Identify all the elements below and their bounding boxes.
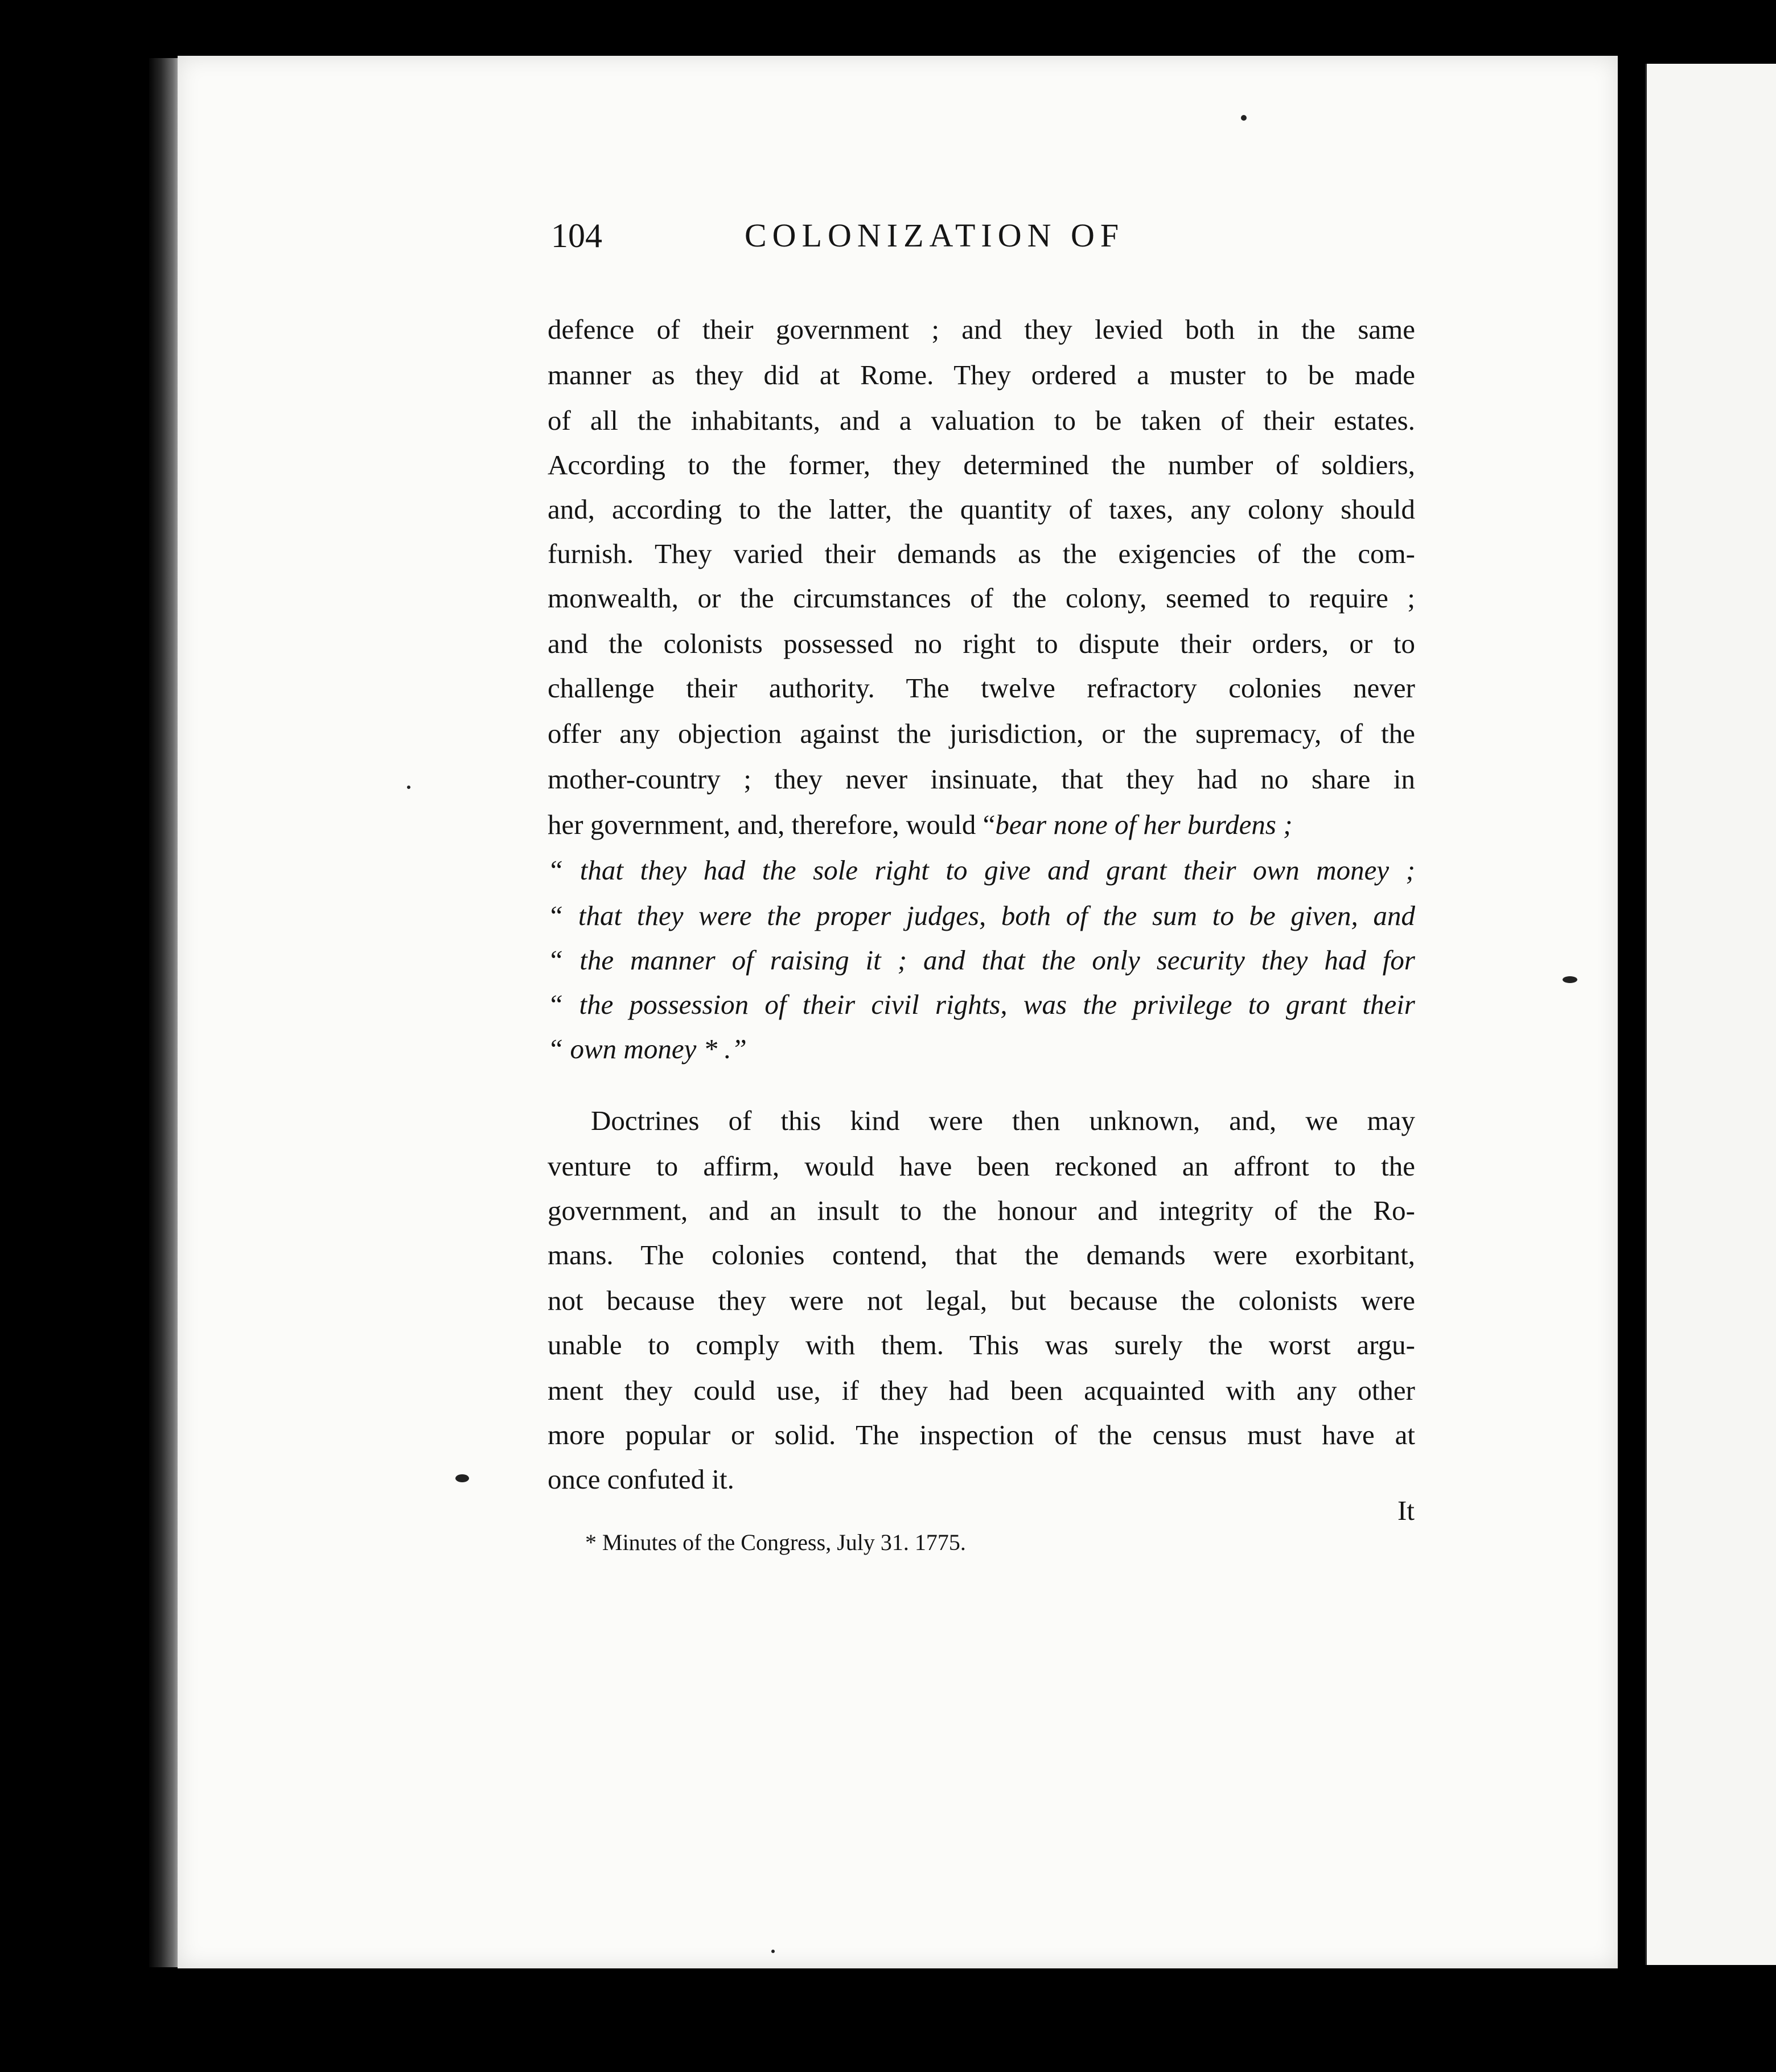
scan-speck <box>1241 115 1247 121</box>
text-line: defence of their government ; and they levied both in the same <box>548 314 1415 345</box>
text-line: and, according to the latter, the quantity of taxes, any colony should <box>548 494 1415 525</box>
text-line: mother-country ; they never insinuate, that they had no share in <box>548 763 1415 795</box>
page-number: 104 <box>551 217 602 254</box>
text-line: of all the inhabitants, and a valuation to be taken of their estates. <box>548 405 1415 436</box>
quote-line <box>548 982 1415 1027</box>
scan-speck <box>771 1950 775 1953</box>
text-line: monwealth, or the circumstances of the colony, seemed to require ; <box>548 582 1415 614</box>
quote-text: “ the manner of raising it ; and that the only security they had for <box>548 944 1415 976</box>
text-line: Doctrines of this kind were then unknown, and, we may <box>591 1105 1415 1136</box>
scan-speck <box>1563 976 1577 983</box>
quote-text: “ that they had the sole right to give and grant their own money ; <box>548 854 1415 886</box>
facing-page-edge <box>1645 64 1776 1965</box>
text-line: furnish. They varied their demands as the exigencies of the com- <box>548 538 1415 569</box>
quote-line <box>548 938 1415 982</box>
text-line: more popular or solid. The inspection of the census must have at <box>548 1419 1415 1450</box>
running-title: COLONIZATION OF <box>745 217 1125 254</box>
text-line: and the colonists possessed no right to dispute their orders, or to <box>548 628 1415 659</box>
quote-text: “ the possession of their civil rights, was the privilege to grant their <box>548 989 1415 1020</box>
text-line: manner as they did at Rome. They ordered a muster to be made <box>548 359 1415 390</box>
quote-text: “ that they were the proper judges, both of the sum to be given, and <box>548 900 1415 931</box>
text-line: government, and an insult to the honour and integrity of the Ro- <box>548 1195 1415 1226</box>
text-line: once confuted it. <box>548 1463 734 1495</box>
quote-text: “ own money * .” <box>548 1033 747 1064</box>
text-line: venture to affirm, would have been reckoned an affront to the <box>548 1150 1415 1182</box>
quote-lead: her government, and, therefore, would “ <box>548 809 996 840</box>
text-line: unable to comply with them. This was surely the worst argu- <box>548 1329 1415 1360</box>
text-line: ment they could use, if they had been acquainted with any other <box>548 1375 1415 1406</box>
footnote: * Minutes of the Congress, July 31. 1775. <box>585 1530 966 1555</box>
text-line: offer any objection against the jurisdiction, or the supremacy, of the <box>548 718 1415 749</box>
quote-line <box>548 1027 1415 1071</box>
quote-intro-line <box>548 803 1415 847</box>
quote-line <box>548 894 1415 938</box>
catchword: It <box>1397 1495 1415 1526</box>
text-line: not because they were not legal, but because the colonists were <box>548 1285 1415 1316</box>
text-line: mans. The colonies contend, that the demands were exorbitant, <box>548 1239 1415 1271</box>
text-line: challenge their authority. The twelve refractory colonies never <box>548 672 1415 704</box>
text-line: According to the former, they determined the number of soldiers, <box>548 449 1415 480</box>
quote-line <box>548 848 1415 893</box>
scan-speck <box>455 1474 469 1482</box>
quote-text: bear none of her burdens ; <box>995 809 1293 840</box>
scan-speck <box>407 786 410 789</box>
